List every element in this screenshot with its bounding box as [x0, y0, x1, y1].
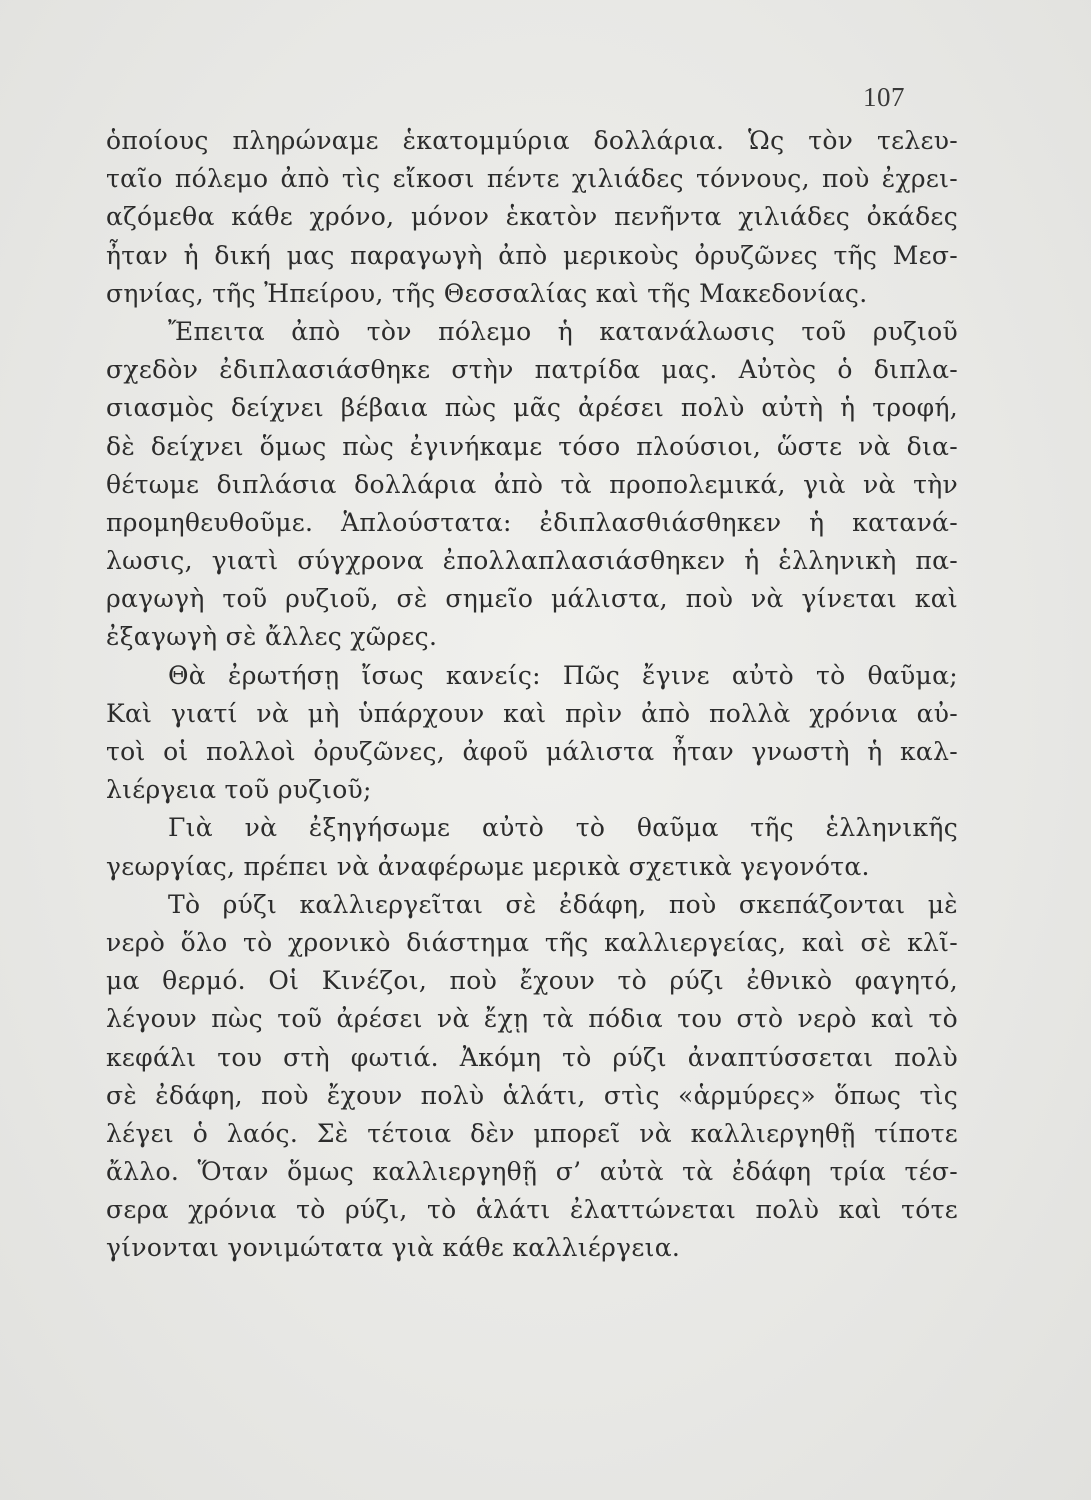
text-line: θέτωμε διπλάσια δολλάρια ἀπὸ τὰ προπολεμικά, γιὰ νὰ τὴν — [106, 469, 958, 499]
text-line: νερὸ ὅλο τὸ χρονικὸ διάστημα τῆς καλλιεργείας, καὶ σὲ κλῖ- — [106, 927, 958, 957]
text-line: ταῖο πόλεμο ἀπὸ τὶς εἴκοσι πέντε χιλιάδες τόννους, ποὺ ἐχρει- — [106, 164, 958, 194]
text-line: αζόμεθα κάθε χρόνο, μόνον ἑκατὸν πενῆντα χιλιάδες ὀκάδες — [106, 202, 958, 232]
text-line: Τὸ ρύζι καλλιεργεῖται σὲ ἐδάφη, ποὺ σκεπάζονται μὲ — [168, 889, 958, 919]
text-line: ραγωγὴ τοῦ ρυζιοῦ, σὲ σημεῖο μάλιστα, ποὺ νὰ γίνεται καὶ — [106, 584, 958, 614]
text-line: γίνονται γονιμώτατα γιὰ κάθε καλλιέργεια. — [106, 1233, 681, 1263]
text-line: γεωργίας, πρέπει νὰ ἀναφέρωμε μερικὰ σχετικὰ γεγονότα. — [106, 851, 870, 881]
text-line: Γιὰ νὰ ἐξηγήσωμε αὐτὸ τὸ θαῦμα τῆς ἑλληνικῆς — [168, 813, 958, 843]
page-number: 107 — [863, 82, 905, 112]
text-line: σερα χρόνια τὸ ρύζι, τὸ ἁλάτι ἐλαττώνεται πολὺ καὶ τότε — [106, 1195, 958, 1225]
text-line: λιέργεια τοῦ ρυζιοῦ; — [106, 775, 372, 805]
text-line: Ἔπειτα ἀπὸ τὸν πόλεμο ἡ κατανάλωσις τοῦ ρυζιοῦ — [168, 316, 958, 346]
text-line: σχεδὸν ἐδιπλασιάσθηκε στὴν πατρίδα μας. Αὐτὸς ὁ διπλα- — [106, 355, 958, 385]
text-line: δὲ δείχνει ὅμως πὼς ἐγινήκαμε τόσο πλούσιοι, ὥστε νὰ δια- — [106, 431, 958, 461]
text-line: ἦταν ἡ δική μας παραγωγὴ ἀπὸ μερικοὺς ὀρυζῶνες τῆς Μεσ- — [106, 240, 958, 270]
text-line: μα θερμό. Οἱ Κινέζοι, ποὺ ἔχουν τὸ ρύζι ἐθνικὸ φαγητό, — [106, 966, 958, 996]
text-line: Θὰ ἐρωτήσῃ ἴσως κανείς: Πῶς ἔγινε αὐτὸ τὸ θαῦμα; — [168, 660, 958, 690]
text-line: λέγει ὁ λαός. Σὲ τέτοια δὲν μπορεῖ νὰ καλλιεργηθῇ τίποτε — [106, 1118, 958, 1148]
body-text — [106, 122, 958, 1268]
text-line: προμηθευθοῦμε. Ἁπλούστατα: ἐδιπλασθιάσθηκεν ἡ κατανά- — [106, 507, 958, 537]
text-line: κεφάλι του στὴ φωτιά. Ἀκόμη τὸ ρύζι ἀναπτύσσεται πολὺ — [106, 1042, 958, 1072]
text-line: λέγουν πὼς τοῦ ἀρέσει νὰ ἔχῃ τὰ πόδια του στὸ νερὸ καὶ τὸ — [106, 1004, 958, 1034]
text-line: σιασμὸς δείχνει βέβαια πὼς μᾶς ἀρέσει πολὺ αὐτὴ ἡ τροφή, — [106, 393, 958, 423]
text-line: λωσις, γιατὶ σύγχρονα ἐπολλαπλασιάσθηκεν ἡ ἑλληνικὴ πα- — [106, 546, 958, 576]
text-line: σὲ ἐδάφη, ποὺ ἔχουν πολὺ ἁλάτι, στὶς «ἁρμύρες» ὅπως τὶς — [106, 1080, 958, 1110]
text-line: ἄλλο. Ὅταν ὅμως καλλιεργηθῇ σ’ αὐτὰ τὰ ἐδάφη τρία τέσ- — [106, 1157, 958, 1187]
text-line: σηνίας, τῆς Ἠπείρου, τῆς Θεσσαλίας καὶ τῆς Μακεδονίας. — [106, 278, 868, 308]
text-line: Καὶ γιατί νὰ μὴ ὑπάρχουν καὶ πρὶν ἀπὸ πολλὰ χρόνια αὐ- — [106, 698, 958, 728]
text-line: ὁποίους πληρώναμε ἑκατομμύρια δολλάρια. Ὡς τὸν τελευ- — [106, 126, 958, 155]
text-line: ἐξαγωγὴ σὲ ἄλλες χῶρες. — [106, 622, 438, 652]
text-line: τοὶ οἱ πολλοὶ ὀρυζῶνες, ἀφοῦ μάλιστα ἦταν γνωστὴ ἡ καλ- — [106, 737, 958, 766]
